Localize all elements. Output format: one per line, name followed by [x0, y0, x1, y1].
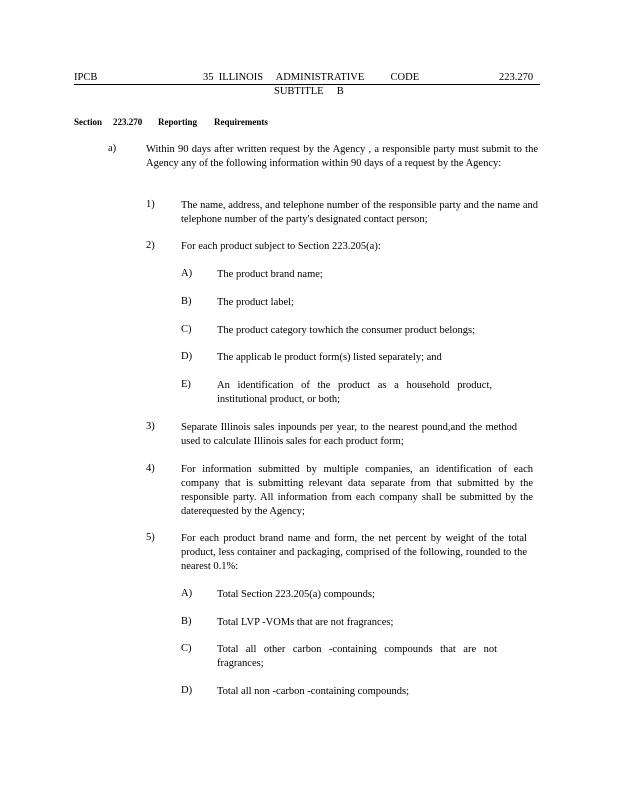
header-subtitle: SUBTITLE B [274, 86, 344, 97]
item-4-text: For information submitted by multiple companies, an identification of each company that is submitting relevant data separate from that submitted by the responsible party. All information from each company shall be submitted by the daterequested by the Agency; [181, 464, 533, 517]
item-5d-label: D) [181, 685, 193, 696]
item-2c-text: The product category towhich the consumer product belongs; [217, 325, 476, 336]
item-5a-text: Total Section 223.205(a) compounds; [217, 589, 375, 600]
item-5c-text: Total all other carbon -containing compounds that are not fragrances; [217, 644, 497, 669]
section-word: Section [74, 117, 102, 127]
item-5b-label: B) [181, 616, 192, 627]
item-5b-text: Total LVP -VOMs that are not fragrances; [217, 617, 394, 628]
section-title-2: Requirements [214, 117, 268, 127]
item-1-text: The name, address, and telephone number of the responsible party and the name and telephone number of the party's designated contact person; [181, 200, 538, 225]
header-right-code: 223.270 [499, 72, 534, 83]
header-left: IPCB [74, 72, 98, 83]
section-title-1: Reporting [158, 117, 197, 127]
item-2b-text: The product label; [217, 297, 294, 308]
item-5c-label: C) [181, 643, 192, 654]
item-2b-label: B) [181, 296, 192, 307]
item-2d-label: D) [181, 351, 193, 362]
item-5a-label: A) [181, 588, 193, 599]
header-divider [74, 84, 540, 85]
item-4-label: 4) [146, 463, 155, 474]
item-2e-label: E) [181, 379, 191, 390]
item-1-label: 1) [146, 199, 155, 210]
item-2-label: 2) [146, 240, 155, 251]
item-3-text: Separate Illinois sales inpounds per year, to the nearest pound,and the method used to calculate Illinois sales for each product form; [181, 422, 517, 447]
subsection-a-text: Within 90 days after written request by the Agency , a responsible party must submit to the Agency any of the following information within 90 days of a request by the Agency: [146, 144, 538, 169]
item-2e-text: An identification of the product as a household product, institutional product, or both; [217, 380, 492, 405]
item-2a-text: The product brand name; [217, 269, 323, 280]
header-center-title: 35 ILLINOIS ADMINISTRATIVE CODE [203, 72, 420, 83]
item-5-text: For each product brand name and form, the net percent by weight of the total product, less container and packaging, comprised of the following, rounded to the nearest 0.1%: [181, 533, 527, 572]
item-2a-label: A) [181, 268, 193, 279]
section-number: 223.270 [113, 117, 143, 127]
item-5d-text: Total all non -carbon -containing compounds; [217, 686, 410, 697]
item-5-label: 5) [146, 532, 155, 543]
item-2c-label: C) [181, 324, 192, 335]
subsection-a-label: a) [108, 143, 117, 154]
item-2-text: For each product subject to Section 223.205(a): [181, 241, 381, 252]
item-3-label: 3) [146, 421, 155, 432]
item-2d-text: The applicab le product form(s) listed separately; and [217, 352, 442, 363]
